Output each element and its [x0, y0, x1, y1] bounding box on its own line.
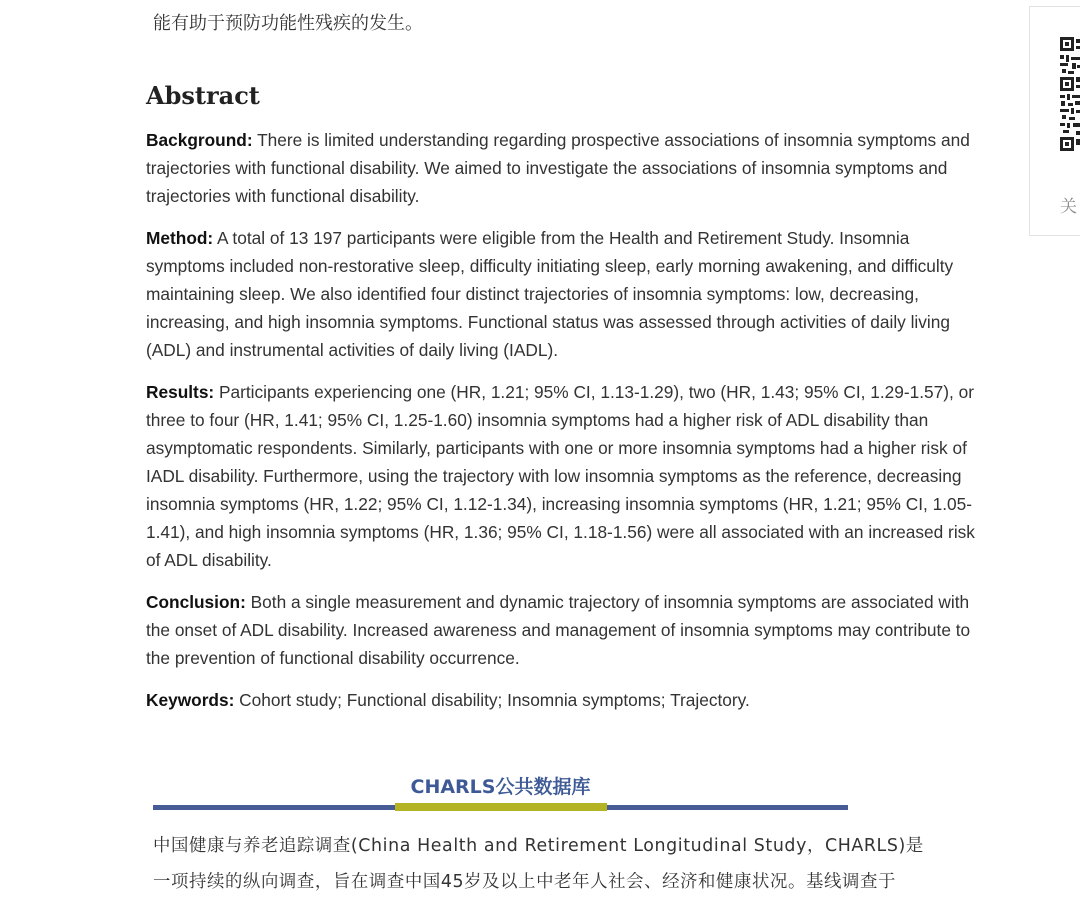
method-text: A total of 13 197 participants were eligible from the Health and Retirement Study. Insomnia symptoms included non-restorative sleep, difficulty initiating sleep, early morning awakening, and difficulty maintaining sleep. We also identified four distinct trajectories of insomnia symptoms: low, decreasing, increasing, and high insomnia symptoms. Functional status was assessed through activities of daily living (ADL) and instrumental activities of daily living (IADL). — [146, 228, 954, 360]
keywords-label: Keywords: — [146, 690, 235, 710]
side-panel-label[interactable]: 关 — [1060, 197, 1077, 217]
abstract-heading: Abstract — [146, 81, 260, 110]
keywords-text: Cohort study; Functional disability; Insomnia symptoms; Trajectory. — [234, 690, 750, 710]
abstract-method — [146, 224, 992, 364]
abstract-results — [146, 378, 992, 574]
background-label: Background: — [146, 130, 253, 150]
section-divider-accent — [395, 803, 607, 811]
section-header — [153, 770, 848, 812]
charls-description-line-2: 一项持续的纵向调查，旨在调查中国45岁及以上中老年人社会、经济和健康状况。基线调查于 — [153, 872, 896, 892]
results-label: Results: — [146, 382, 215, 402]
qr-code-icon[interactable] — [1060, 37, 1080, 153]
abstract-conclusion — [146, 588, 992, 672]
background-text: There is limited understanding regarding prospective associations of insomnia symptoms and trajectories with functional disability. We aimed to investigate the associations of insomnia symptoms and trajectories with functional disability. — [146, 130, 970, 206]
method-label: Method: — [146, 228, 214, 248]
conclusion-text: Both a single measurement and dynamic trajectory of insomnia symptoms are associated with the onset of ADL disability. Increased awareness and management of insomnia symptoms may contribute to the prevention of functional disability occurrence. — [146, 592, 971, 668]
intro-text: 能有助于预防功能性残疾的发生。 — [153, 13, 423, 34]
abstract-section — [146, 80, 992, 728]
results-text: Participants experiencing one (HR, 1.21; 95% CI, 1.13-1.29), two (HR, 1.43; 95% CI, 1.29-1.57), or three to four (HR, 1.41; 95% CI, 1.25-1.60) insomnia symptoms had a higher risk of ADL disability than asymptomatic respondents. Similarly, participants with one or more insomnia symptoms had a higher risk of IADL disability. Furthermore, using the trajectory with low insomnia symptoms as the reference, decreasing insomnia symptoms (HR, 1.22; 95% CI, 1.12-1.34), increasing insomnia symptoms (HR, 1.21; 95% CI, 1.05-1.41), and high insomnia symptoms (HR, 1.36; 95% CI, 1.18-1.56) were all associated with an increased risk of ADL disability. — [146, 382, 975, 570]
section-title: CHARLS公共数据库 — [410, 776, 591, 798]
abstract-background — [146, 126, 992, 210]
share-side-panel[interactable] — [1029, 6, 1080, 236]
abstract-keywords — [146, 686, 992, 714]
charls-description — [153, 828, 993, 900]
charls-description-line-1: 中国健康与养老追踪调查(China Health and Retirement Longitudinal Study，CHARLS)是 — [153, 836, 924, 856]
conclusion-label: Conclusion: — [146, 592, 246, 612]
